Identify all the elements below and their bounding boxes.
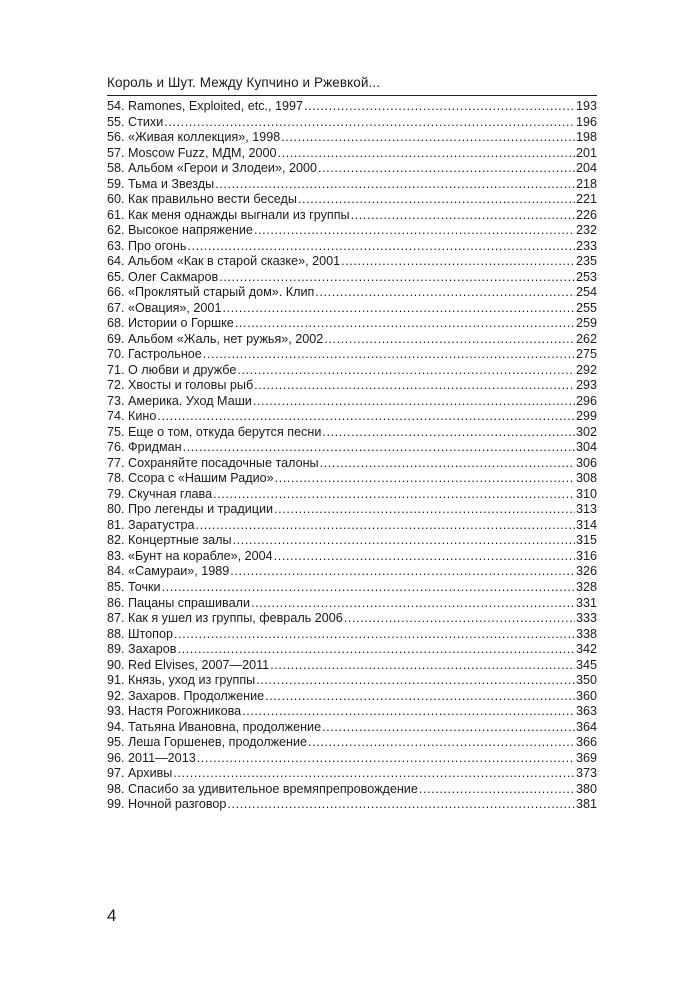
toc-entry-page: 345: [575, 657, 597, 672]
toc-entry-title: 70. Гастрольное: [107, 347, 202, 362]
toc-entry-title: 62. Высокое напряжение: [107, 223, 253, 238]
toc-entry: [107, 471, 597, 487]
toc-entry-page: 196: [575, 114, 597, 129]
toc-entry: [107, 642, 597, 658]
dot-leader: [270, 658, 575, 674]
toc-entry-page: 293: [575, 378, 597, 393]
toc-entry: [107, 596, 597, 612]
toc-entry-page: 232: [575, 223, 597, 238]
dot-leader: [162, 580, 575, 596]
toc-entry-title: 64. Альбом «Как в старой сказке», 2001: [107, 254, 341, 269]
dot-leader: [265, 689, 575, 705]
dot-leader: [174, 627, 575, 643]
dot-leader: [351, 208, 575, 224]
toc-entry-title: 57. Moscow Fuzz, МДМ, 2000: [107, 145, 277, 160]
toc-entry-page: 304: [575, 440, 597, 455]
toc-entry-page: 342: [575, 642, 597, 657]
toc-entry-title: 81. Заратустра: [107, 517, 195, 532]
toc-entry: [107, 440, 597, 456]
toc-entry: [107, 301, 597, 317]
dot-leader: [322, 720, 575, 736]
toc-entry: [107, 146, 597, 162]
dot-leader: [315, 285, 575, 301]
toc-entry: [107, 518, 597, 534]
dot-leader: [237, 363, 575, 379]
toc-entry-page: 350: [575, 673, 597, 688]
toc-entry-page: 314: [575, 517, 597, 532]
toc-entry-title: 99. Ночной разговор: [107, 797, 227, 812]
toc-entry: [107, 332, 597, 348]
toc-entry-page: 366: [575, 735, 597, 750]
toc-entry-page: 296: [575, 393, 597, 408]
dot-leader: [274, 549, 575, 565]
toc-entry-title: 93. Настя Рогожникова: [107, 704, 242, 719]
toc-entry-page: 313: [575, 502, 597, 517]
dot-leader: [275, 471, 575, 487]
toc-entry-title: 63. Про огонь: [107, 238, 187, 253]
toc-entry-page: 262: [575, 331, 597, 346]
toc-entry: [107, 285, 597, 301]
toc-entry: [107, 208, 597, 224]
toc-entry-title: 78. Ссора с «Нашим Радио»: [107, 471, 274, 486]
toc-entry: [107, 549, 597, 565]
toc-entry: [107, 177, 597, 193]
toc-entry-page: 253: [575, 269, 597, 284]
toc-entry: [107, 270, 597, 286]
toc-entry-page: 338: [575, 626, 597, 641]
page-number: 4: [107, 906, 117, 925]
dot-leader: [322, 425, 575, 441]
toc-entry-page: 328: [575, 579, 597, 594]
toc-entry-title: 87. Как я ушел из группы, февраль 2006: [107, 611, 343, 626]
toc-entry-page: 380: [575, 781, 597, 796]
toc-entry: [107, 192, 597, 208]
dot-leader: [324, 332, 575, 348]
toc-entry-title: 66. «Проклятый старый дом». Клип: [107, 285, 315, 300]
dot-leader: [213, 487, 575, 503]
toc-entry-title: 58. Альбом «Герои и Злодеи», 2000: [107, 161, 317, 176]
toc-entry: [107, 239, 597, 255]
toc-entry-title: 85. Точки: [107, 579, 161, 594]
table-of-contents: [107, 99, 597, 813]
dot-leader: [254, 378, 575, 394]
toc-entry: [107, 564, 597, 580]
toc-entry: [107, 751, 597, 767]
toc-entry-page: 381: [575, 797, 597, 812]
toc-entry: [107, 409, 597, 425]
toc-entry-page: 306: [575, 455, 597, 470]
dot-leader: [196, 518, 575, 534]
toc-entry: [107, 425, 597, 441]
toc-entry-page: 226: [575, 207, 597, 222]
running-header: Король и Шут. Между Купчино и Ржевкой...: [107, 75, 381, 90]
toc-entry-page: 360: [575, 688, 597, 703]
toc-entry: [107, 347, 597, 363]
toc-entry-title: 84. «Самураи», 1989: [107, 564, 230, 579]
toc-entry: [107, 735, 597, 751]
toc-entry-title: 90. Red Elvises, 2007—2011: [107, 657, 270, 672]
toc-entry-title: 86. Пацаны спрашивали: [107, 595, 250, 610]
dot-leader: [242, 704, 575, 720]
dot-leader: [298, 192, 575, 208]
dot-leader: [203, 347, 575, 363]
toc-entry-page: 201: [575, 145, 597, 160]
toc-entry-page: 364: [575, 719, 597, 734]
toc-entry: [107, 161, 597, 177]
toc-entry: [107, 797, 597, 813]
toc-entry-page: 221: [575, 192, 597, 207]
toc-entry: [107, 99, 597, 115]
toc-entry-title: 72. Хвосты и головы рыб: [107, 378, 254, 393]
toc-entry-page: 299: [575, 409, 597, 424]
toc-entry-title: 92. Захаров. Продолжение: [107, 688, 265, 703]
toc-entry: [107, 115, 597, 131]
toc-entry: [107, 611, 597, 627]
toc-entry-page: 310: [575, 486, 597, 501]
toc-entry-title: 89. Захаров: [107, 642, 177, 657]
dot-leader: [344, 611, 575, 627]
toc-entry: [107, 533, 597, 549]
toc-entry-title: 65. Олег Сакмаров: [107, 269, 219, 284]
toc-entry-title: 60. Как правильно вести беседы: [107, 192, 297, 207]
toc-entry-title: 96. 2011—2013: [107, 750, 196, 765]
toc-entry: [107, 316, 597, 332]
toc-entry-title: 83. «Бунт на корабле», 2004: [107, 548, 273, 563]
dot-leader: [197, 751, 575, 767]
toc-entry-title: 61. Как меня однажды выгнали из группы: [107, 207, 350, 222]
toc-entry: [107, 223, 597, 239]
toc-entry-page: 218: [575, 176, 597, 191]
toc-entry: [107, 689, 597, 705]
toc-entry-page: 198: [575, 130, 597, 145]
toc-entry-title: 80. Про легенды и традиции: [107, 502, 274, 517]
toc-entry-page: 315: [575, 533, 597, 548]
toc-entry-title: 91. Князь, уход из группы: [107, 673, 256, 688]
dot-leader: [164, 115, 575, 131]
dot-leader: [419, 782, 575, 798]
toc-entry: [107, 627, 597, 643]
dot-leader: [183, 440, 575, 456]
toc-entry-title: 69. Альбом «Жаль, нет ружья», 2002: [107, 331, 324, 346]
toc-entry-page: 331: [575, 595, 597, 610]
toc-entry-page: 316: [575, 548, 597, 563]
dot-leader: [253, 394, 575, 410]
toc-entry-page: 373: [575, 766, 597, 781]
dot-leader: [222, 301, 575, 317]
toc-entry-page: 204: [575, 161, 597, 176]
toc-entry: [107, 378, 597, 394]
toc-entry: [107, 502, 597, 518]
toc-entry: [107, 673, 597, 689]
dot-leader: [341, 254, 575, 270]
toc-entry-page: 233: [575, 238, 597, 253]
toc-entry-page: 193: [575, 99, 597, 113]
toc-entry: [107, 363, 597, 379]
toc-entry-page: 259: [575, 316, 597, 331]
dot-leader: [177, 642, 575, 658]
toc-entry-title: 56. «Живая коллекция», 1998: [107, 130, 281, 145]
dot-leader: [281, 130, 575, 146]
toc-entry-page: 255: [575, 300, 597, 315]
toc-entry-page: 369: [575, 750, 597, 765]
dot-leader: [235, 316, 575, 332]
toc-entry-page: 302: [575, 424, 597, 439]
dot-leader: [173, 766, 575, 782]
dot-leader: [320, 456, 575, 472]
toc-entry: [107, 254, 597, 270]
dot-leader: [157, 409, 575, 425]
toc-entry: [107, 704, 597, 720]
toc-entry: [107, 720, 597, 736]
toc-entry-title: 97. Архивы: [107, 766, 173, 781]
toc-entry: [107, 782, 597, 798]
dot-leader: [304, 99, 575, 115]
dot-leader: [318, 161, 575, 177]
toc-entry-title: 77. Сохраняйте посадочные талоны: [107, 455, 319, 470]
dot-leader: [256, 673, 575, 689]
toc-entry-title: 68. Истории о Горшке: [107, 316, 234, 331]
dot-leader: [308, 735, 575, 751]
toc-entry-title: 94. Татьяна Ивановна, продолжение: [107, 719, 322, 734]
toc-entry-title: 71. О любви и дружбе: [107, 362, 237, 377]
toc-entry-page: 326: [575, 564, 597, 579]
toc-entry-title: 55. Стихи: [107, 114, 164, 129]
toc-entry: [107, 766, 597, 782]
header-rule: [107, 95, 597, 96]
toc-entry-title: 76. Фридман: [107, 440, 182, 455]
toc-entry-page: 275: [575, 347, 597, 362]
dot-leader: [274, 502, 575, 518]
dot-leader: [251, 596, 575, 612]
toc-entry-title: 73. Америка. Уход Маши: [107, 393, 252, 408]
toc-entry-title: 95. Леша Горшенев, продолжение: [107, 735, 308, 750]
toc-entry-page: 333: [575, 611, 597, 626]
toc-entry-page: 235: [575, 254, 597, 269]
toc-entry-title: 79. Скучная глава: [107, 486, 213, 501]
toc-entry: [107, 394, 597, 410]
dot-leader: [187, 239, 575, 255]
toc-entry: [107, 658, 597, 674]
toc-entry-title: 88. Штопор: [107, 626, 174, 641]
dot-leader: [227, 797, 575, 813]
toc-entry-page: 254: [575, 285, 597, 300]
dot-leader: [278, 146, 575, 162]
toc-entry-page: 308: [575, 471, 597, 486]
toc-entry: [107, 456, 597, 472]
toc-entry-title: 54. Ramones, Exploited, etc., 1997: [107, 99, 304, 113]
toc-entry-title: 67. «Овация», 2001: [107, 300, 222, 315]
dot-leader: [254, 223, 575, 239]
toc-entry-title: 98. Спасибо за удивительное времяпрепровождение: [107, 781, 418, 796]
toc-entry: [107, 580, 597, 596]
toc-entry-title: 59. Тьма и Звезды: [107, 176, 215, 191]
dot-leader: [215, 177, 575, 193]
dot-leader: [230, 564, 575, 580]
toc-entry-title: 75. Еще о том, откуда берутся песни: [107, 424, 322, 439]
toc-entry-title: 82. Концертные залы: [107, 533, 232, 548]
toc-entry: [107, 130, 597, 146]
toc-entry: [107, 487, 597, 503]
toc-entry-page: 292: [575, 362, 597, 377]
dot-leader: [233, 533, 575, 549]
dot-leader: [219, 270, 575, 286]
toc-entry-page: 363: [575, 704, 597, 719]
toc-entry-title: 74. Кино: [107, 409, 157, 424]
